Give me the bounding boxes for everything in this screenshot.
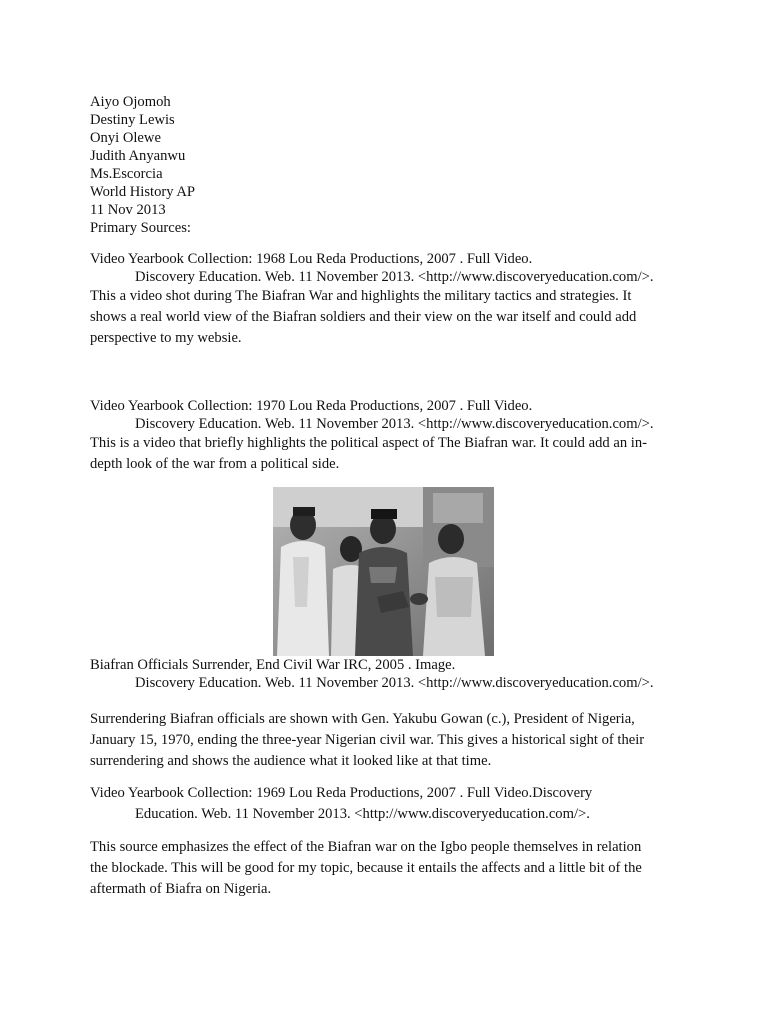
author-name: Onyi Olewe	[90, 130, 161, 146]
citation-line: Discovery Education. Web. 11 November 2013. <http://www.discoveryeducation.com/>.	[135, 675, 654, 691]
author-name: Destiny Lewis	[90, 112, 175, 128]
biafran-officials-photo	[273, 487, 494, 656]
citation-line: Video Yearbook Collection: 1970 Lou Reda Productions, 2007 . Full Video.	[90, 398, 533, 414]
annotation-line: This source emphasizes the effect of the Biafran war on the Igbo people themselves in relation	[90, 839, 642, 855]
annotation-line: aftermath of Biafra on Nigeria.	[90, 881, 272, 897]
annotation-line: This a video shot during The Biafran War and highlights the military tactics and strategies. It	[90, 288, 632, 304]
annotation-line: shows a real world view of the Biafran soldiers and their view on the war itself and could add	[90, 309, 637, 325]
teacher-name: Ms.Escorcia	[90, 166, 163, 182]
citation-line: Education. Web. 11 November 2013. <http://www.discoveryeducation.com/>.	[135, 806, 590, 822]
citation-line: Video Yearbook Collection: 1968 Lou Reda Productions, 2007 . Full Video.	[90, 251, 533, 267]
annotation-line: Surrendering Biafran officials are shown with Gen. Yakubu Gowan (c.), President of Nigeria,	[90, 711, 635, 727]
author-name: Aiyo Ojomoh	[90, 94, 171, 110]
annotation-line: January 15, 1970, ending the three-year Nigerian civil war. This gives a historical sight of their	[90, 732, 645, 748]
author-name: Judith Anyanwu	[90, 148, 186, 164]
citation-line: Discovery Education. Web. 11 November 2013. <http://www.discoveryeducation.com/>.	[135, 269, 654, 285]
citation-line: Discovery Education. Web. 11 November 2013. <http://www.discoveryeducation.com/>.	[135, 416, 654, 432]
annotation-line: surrendering and shows the audience what it looked like at that time.	[90, 753, 492, 769]
document-date: 11 Nov 2013	[90, 202, 166, 218]
annotation-line: depth look of the war from a political side.	[90, 456, 340, 472]
annotation-line: the blockade. This will be good for my topic, because it entails the affects and a little bit of the	[90, 860, 642, 876]
annotation-line: This is a video that briefly highlights the political aspect of The Biafran war. It could add an in-	[90, 435, 647, 451]
section-heading: Primary Sources:	[90, 220, 191, 236]
course-name: World History AP	[90, 184, 196, 200]
citation-line: Video Yearbook Collection: 1969 Lou Reda Productions, 2007 . Full Video.Discovery	[90, 785, 593, 801]
citation-line: Biafran Officials Surrender, End Civil War IRC, 2005 . Image.	[90, 657, 456, 673]
annotation-line: perspective to my websie.	[90, 330, 242, 346]
